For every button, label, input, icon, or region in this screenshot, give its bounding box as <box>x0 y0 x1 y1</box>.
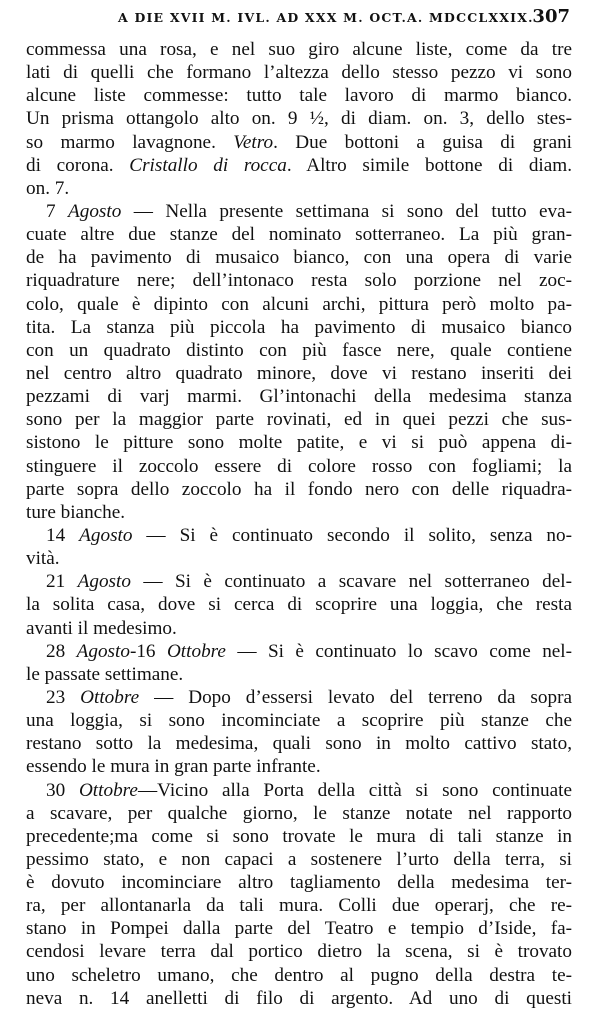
text-line <box>26 987 572 1010</box>
italic-text-segment: Ottobre <box>80 686 140 708</box>
italic-text-segment: Ottobre <box>78 779 138 801</box>
text-segment: on. 7. <box>26 177 70 199</box>
text-segment: stano in Pompei dalla parte del Teatro e tempio d’Iside, fa- <box>26 918 572 940</box>
text-segment: de ha pavimento di musaico bianco, con una opera di varie <box>26 247 572 269</box>
text-segment: nel centro altro quadrato minore, dove vi restano inseriti dei <box>26 362 572 384</box>
text-line <box>26 501 572 524</box>
text-segment: so marmo lavagnone. <box>26 131 234 153</box>
text-segment: Un prisma ottangolo alto on. 9 ½, di diam. on. 3, dello stes- <box>26 108 572 130</box>
text-segment: ture bianche. <box>26 501 126 523</box>
text-segment: neva n. 14 anelletti di filo di argento. Ad uno di questi <box>26 987 572 1009</box>
text-line <box>26 894 572 917</box>
text-segment: pezzami di varj marmi. Gl’intonachi della medesima stanza <box>26 386 572 408</box>
text-line <box>26 223 572 246</box>
text-line <box>26 709 572 732</box>
text-line <box>26 570 572 593</box>
text-segment: 7 <box>46 200 69 222</box>
italic-text-segment: Agosto <box>76 640 130 662</box>
running-head <box>22 6 574 30</box>
text-segment: sono per la maggior parte rovinati, ed in quei pezzi che sus- <box>26 409 572 431</box>
italic-text-segment: Ottobre <box>166 640 226 662</box>
text-segment: tita. La stanza più piccola ha pavimento di musaico bianco <box>26 316 572 338</box>
text-segment: vità. <box>26 548 60 570</box>
italic-text-segment: Agosto <box>77 571 131 593</box>
text-line <box>26 755 572 778</box>
text-line <box>26 316 572 339</box>
italic-text-segment: Vetro <box>233 131 274 153</box>
text-line <box>26 640 572 663</box>
text-line <box>26 524 572 547</box>
text-line <box>26 431 572 454</box>
text-line <box>26 385 572 408</box>
text-segment: parte sopra dello zoccolo ha il fondo nero con delle riquadra- <box>26 478 572 500</box>
text-line <box>26 362 572 385</box>
text-segment: a scavare, per qualche giorno, le stanze notate nel rapporto <box>26 802 572 824</box>
text-line <box>26 269 572 292</box>
text-segment: -16 <box>129 640 167 662</box>
text-segment: . Altro simile bottone di diam. <box>286 154 572 176</box>
text-line <box>26 408 572 431</box>
text-segment: le passate settimane. <box>26 663 184 685</box>
text-segment: pessimo stato, e non capaci a sostenere l’urto della terra, si <box>26 848 572 870</box>
text-segment: avanti il medesimo. <box>26 617 177 639</box>
text-line <box>26 547 572 570</box>
text-segment: riquadrature nere; dell’intonaco resta solo porzione nel zoc- <box>26 270 572 292</box>
text-segment: la solita casa, dove si cerca di scoprire una loggia, che resta <box>26 594 572 616</box>
text-segment: di corona. <box>26 154 130 176</box>
text-line <box>26 478 572 501</box>
body-text <box>26 38 572 1010</box>
text-line <box>26 593 572 616</box>
text-line <box>26 455 572 478</box>
text-segment: cuate altre due stanze del nominato sotterraneo. La più gran- <box>26 224 572 246</box>
text-line <box>26 917 572 940</box>
text-line <box>26 871 572 894</box>
text-line <box>26 293 572 316</box>
text-line <box>26 964 572 987</box>
text-segment: . Due bottoni a guisa di grani <box>273 131 573 153</box>
text-line <box>26 802 572 825</box>
text-segment: ra, per allontanarla da tali mura. Colli due operarj, che re- <box>26 895 572 917</box>
text-segment: 21 <box>46 571 78 593</box>
text-segment: sistono le pitture sono molte patite, e vi si può appena di- <box>26 432 572 454</box>
text-segment: —Vicino alla Porta della città si sono continuate <box>137 779 572 801</box>
text-line <box>26 246 572 269</box>
text-segment: lati di quelli che formano l’altezza dello stesso pezzo vi sono <box>26 62 572 84</box>
italic-text-segment: Cristallo di rocca <box>129 154 287 176</box>
text-line <box>26 779 572 802</box>
text-segment: una loggia, si sono incominciate a scoprire più stanze che <box>26 710 572 732</box>
text-line <box>26 732 572 755</box>
text-segment: stinguere il zoccolo essere di colore rosso con fogliami; la <box>26 455 572 477</box>
text-segment: 30 <box>46 779 79 801</box>
text-line <box>26 154 572 177</box>
text-line <box>26 686 572 709</box>
text-segment: è dovuto incominciare altro tagliamento della medesima ter- <box>26 872 572 894</box>
text-segment: — Si è continuato secondo il solito, senza no- <box>132 524 572 546</box>
text-segment: 23 <box>46 686 81 708</box>
text-segment: — Si è continuato lo scavo come nel- <box>225 640 573 662</box>
text-segment: precedente;ma come si sono trovate le mura di tali stanze in <box>26 825 572 847</box>
text-line <box>26 107 572 130</box>
text-line <box>26 84 572 107</box>
text-line <box>26 61 572 84</box>
text-segment: 14 <box>46 524 80 546</box>
text-line <box>26 617 572 640</box>
italic-text-segment: Agosto <box>79 524 133 546</box>
text-segment: cendosi levare terra dal portico dietro la scena, si è trovato <box>26 941 572 963</box>
italic-text-segment: Agosto <box>68 200 122 222</box>
text-line <box>26 848 572 871</box>
text-segment: commessa una rosa, e nel suo giro alcune liste, come da tre <box>26 39 572 60</box>
text-segment: — Dopo d’essersi levato del terreno da sopra <box>139 686 572 708</box>
text-segment: — Si è continuato a scavare nel sotterraneo del- <box>130 571 573 593</box>
page-number: 307 <box>532 6 570 27</box>
text-segment: restano sotto la medesima, quali sono in molto cattivo stato, <box>26 733 572 755</box>
text-line <box>26 38 572 61</box>
text-segment: essendo le mura in gran parte infrante. <box>26 756 321 778</box>
text-line <box>26 131 572 154</box>
text-segment: uno scheletro umano, che dentro al pugno della destra te- <box>26 964 572 986</box>
text-line <box>26 339 572 362</box>
text-line <box>26 200 572 223</box>
text-segment: alcune liste commesse: tutto tale lavoro di marmo bianco. <box>26 85 572 107</box>
text-segment: 28 <box>46 640 77 662</box>
text-line <box>26 825 572 848</box>
text-segment: colo, quale è dipinto con alcuni archi, pittura però molto pa- <box>26 293 572 315</box>
text-segment: con un quadrato distinto con più fasce nere, quale contiene <box>26 339 572 361</box>
text-line <box>26 663 572 686</box>
text-line <box>26 177 572 200</box>
text-segment: — Nella presente settimana si sono del tutto eva- <box>121 200 572 222</box>
running-title: A DIE XVII M. IVL. AD XXX M. OCT.A. MDCCLXXIX. <box>118 10 534 25</box>
text-line <box>26 940 572 963</box>
